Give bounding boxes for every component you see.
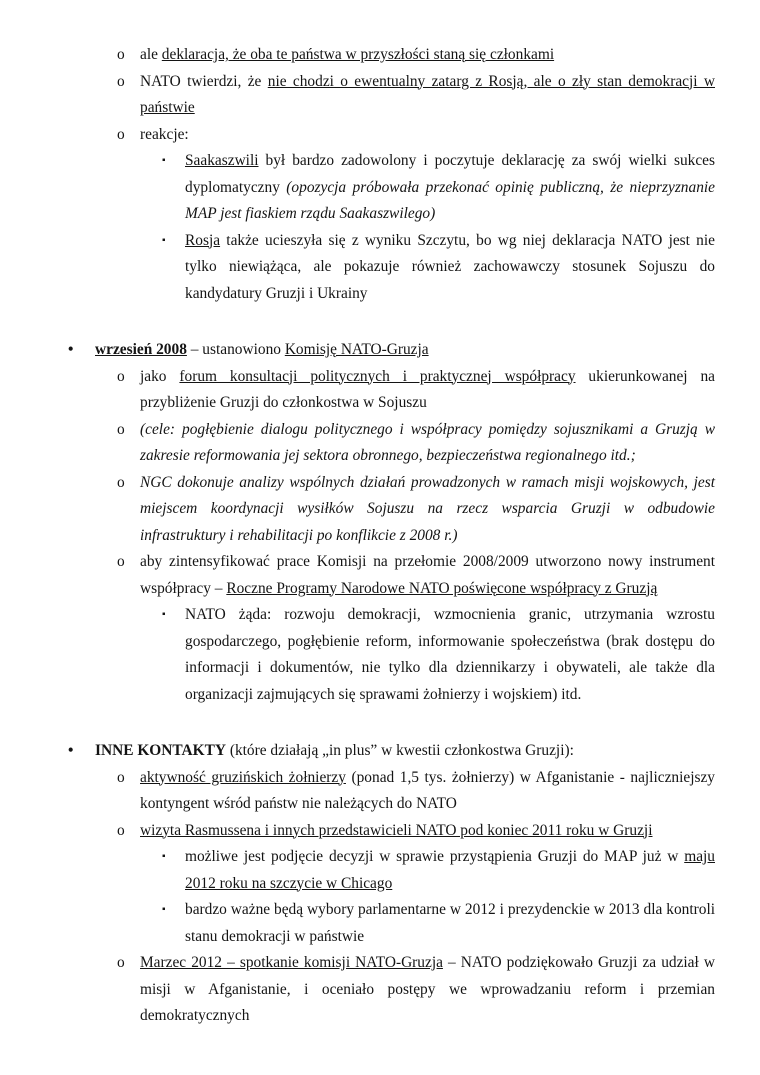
list-item	[117, 950, 715, 1030]
list-item	[117, 818, 715, 845]
text-run: (które działają „in plus” w kwestii członkostwa Gruzji):	[225, 742, 574, 759]
bullet-square-icon: ▪	[162, 904, 166, 915]
list-item	[117, 42, 715, 69]
list-item-text	[140, 950, 715, 1030]
text-run: forum konsultacji politycznych i praktycznej współpracy	[179, 367, 576, 385]
text-run: aby zintensyfikować prace Komisji na przełomie 2008/2009 utworzono nowy instrument współpracy –	[140, 553, 715, 597]
bullet-square-icon: ▪	[162, 609, 166, 620]
bullet-circle-icon: o	[117, 367, 125, 385]
list-item	[117, 122, 715, 149]
text-run: deklaracja, że oba te państwa w przyszłości staną się członkami	[161, 46, 555, 63]
text-run: jako	[140, 367, 180, 385]
text-run: wizyta Rasmussena i innych przedstawicieli NATO pod koniec 2011 roku w Gruzji	[140, 821, 653, 839]
list-item	[117, 765, 715, 818]
text-run: wrzesień 2008	[95, 341, 187, 358]
bullet-square-icon: ▪	[162, 155, 166, 166]
list-item-text	[95, 337, 715, 364]
text-run: NATO żąda: rozwoju demokracji, wzmocnienia granic, utrzymania wzrostu gospodarczego, pogłębienie reform, informowanie społeczeństwa (brak dostępu do informacji i dokumentów, nie tylko dla dziennikarzy i obywateli, ale także dla organizacji zajmujących się sprawami żołnierzy i wojskiem) itd.	[185, 606, 715, 703]
list-item	[68, 337, 715, 364]
list-item	[117, 364, 715, 417]
text-run: NGC dokonuje analizy wspólnych działań prowadzonych w ramach misji wojskowych, jest miejscem koordynacji wysiłków Sojuszu na rzecz wsparcia Gruzji w odbudowie infrastruktury i rehabilitacji po konflikcie z 2008 r.)	[140, 473, 715, 544]
list-item-text	[140, 122, 715, 149]
text-run: (opozycja próbowała przekonać opinię publiczną, że nieprzyznanie MAP jest fiaskiem rządu Saakaszwilego)	[185, 178, 715, 222]
text-run: (ponad 1,5 tys. żołnierzy) w Afganistanie - najliczniejszy kontyngent wśród państw nie należących do NATO	[140, 768, 715, 812]
text-run: maju 2012 roku na szczycie w Chicago	[185, 848, 715, 892]
text-run: (cele: pogłębienie dialogu politycznego i współpracy pomiędzy sojusznikami a Gruzją w zakresie reformowania jej sektora obronnego, bezpieczeństwa regionalnego itd.;	[140, 420, 715, 464]
document-body	[0, 42, 760, 1030]
text-run: Marzec 2012 – spotkanie komisji NATO-Gruzja	[140, 954, 443, 971]
list-item	[162, 228, 715, 308]
text-run: INNE KONTAKTY	[95, 742, 226, 759]
list-item	[117, 470, 715, 550]
bullet-circle-icon: o	[117, 420, 125, 438]
bullet-dot-icon: •	[68, 341, 74, 358]
bullet-circle-icon: o	[117, 473, 125, 491]
list-item	[162, 844, 715, 897]
list-item	[68, 738, 715, 765]
text-run: był bardzo zadowolony i poczytuje deklarację za swój wielki sukces dyplomatyczny	[185, 152, 715, 196]
list-item-text	[95, 738, 715, 765]
text-run: ukierunkowanej na przybliżenie Gruzji do członkostwa w Sojuszu	[140, 367, 715, 411]
bullet-circle-icon: o	[117, 954, 125, 971]
text-run: także ucieszyła się z wyniku Szczytu, bo wg niej deklaracja NATO jest nie tylko niewiążąca, ale pokazuje również zachowawczy stosunek Sojuszu do kandydatury Gruzji i Ukrainy	[185, 231, 715, 302]
bullet-circle-icon: o	[117, 46, 125, 63]
list-item-text	[185, 148, 715, 228]
text-run: możliwe jest podjęcie decyzji w sprawie przystąpienia Gruzji do MAP już w	[185, 848, 685, 865]
text-run: Roczne Programy Narodowe NATO poświęcone współpracy z Gruzją	[226, 579, 658, 597]
text-run: reakcje:	[140, 125, 189, 143]
bullet-circle-icon: o	[117, 72, 125, 90]
list-item-text	[185, 897, 715, 950]
list-item-text	[185, 844, 715, 897]
text-run: aktywność gruzińskich żołnierzy	[140, 768, 346, 786]
list-item	[162, 148, 715, 228]
bullet-circle-icon: o	[117, 125, 125, 143]
text-run: Komisję NATO-Gruzja	[284, 341, 429, 358]
list-item	[162, 897, 715, 950]
bullet-circle-icon: o	[117, 821, 125, 839]
bullet-square-icon: ▪	[162, 234, 166, 246]
bullet-dot-icon: •	[68, 742, 74, 759]
bullet-square-icon: ▪	[162, 851, 166, 862]
list-item-text	[140, 42, 715, 69]
list-item-text	[185, 602, 715, 708]
text-run: – ustanowiono	[186, 341, 285, 358]
list-item-text	[140, 364, 715, 417]
text-run: Saakaszwili	[185, 152, 259, 169]
bullet-circle-icon: o	[117, 553, 125, 570]
list-item	[117, 549, 715, 602]
list-item	[117, 69, 715, 122]
list-item-text	[140, 69, 715, 122]
list-item	[117, 417, 715, 470]
list-item-text	[140, 549, 715, 602]
text-run: ale	[140, 46, 162, 63]
list-item-text	[185, 228, 715, 308]
text-run: Rosja	[185, 231, 221, 249]
list-item	[162, 602, 715, 708]
text-run: NATO twierdzi, że	[140, 72, 268, 90]
text-run: bardzo ważne będą wybory parlamentarne w 2012 i prezydenckie w 2013 dla kontroli stanu demokracji w państwie	[185, 901, 715, 945]
bullet-circle-icon: o	[117, 768, 125, 786]
list-item-text	[140, 765, 715, 818]
list-item-text	[140, 818, 715, 845]
list-item-text	[140, 417, 715, 470]
list-item-text	[140, 470, 715, 550]
text-run: nie chodzi o ewentualny zatarg z Rosją, ale o zły stan demokracji w państwie	[140, 72, 715, 116]
text-run: – NATO podziękowało Gruzji za udział w misji w Afganistanie, i oceniało postępy we wprowadzaniu reform i przemian demokratycznych	[140, 954, 715, 1024]
